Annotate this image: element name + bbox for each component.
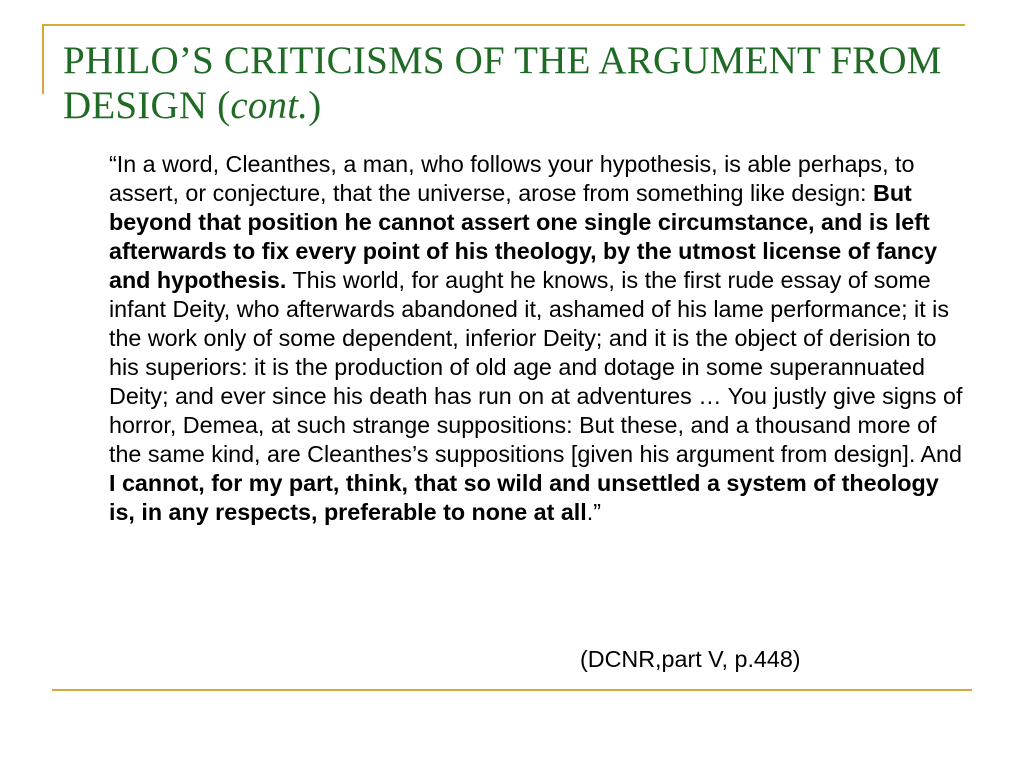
quote-bold-1: But beyond that position he cannot assert one single circumstance, and is left afterwards to fix every point of his theology, by the utmost license of fancy and hypothesis. [109, 180, 938, 293]
title-end: ) [308, 84, 322, 127]
slide-title [63, 38, 963, 128]
quote-paragraph [109, 150, 971, 527]
top-accent-rule [42, 24, 965, 26]
left-accent-rule [42, 24, 44, 94]
quote-part-1: “In a word, Cleanthes, a man, who follows your hypothesis, is able perhaps, to assert, or conjecture, that the universe, arose from something like design: [109, 151, 915, 206]
bottom-accent-rule [52, 689, 972, 691]
citation: (DCNR,part V, p.448) [580, 646, 801, 672]
title-main: PHILO’S CRITICISMS OF THE ARGUMENT FROM DESIGN ( [63, 39, 942, 127]
quote-part-3: .” [586, 499, 601, 525]
title-italic: cont. [230, 84, 309, 127]
quote-bold-2: I cannot, for my part, think, that so wild and unsettled a system of theology is, in any respects, preferable to none at all [109, 470, 939, 525]
quote-part-2: This world, for aught he knows, is the first rude essay of some infant Deity, who afterwards abandoned it, ashamed of his lame performance; it is the work only of some dependent, inferior Deity; and it is the object of derision to his superiors: it is the production of old age and dotage in some superannuated Deity; and ever since his death has run on at adventures … You justly give signs of horror, Demea, at such strange suppositions: But these, and a thousand more of the same kind, are Cleanthes’s suppositions [given his argument from design]. And [109, 267, 963, 467]
